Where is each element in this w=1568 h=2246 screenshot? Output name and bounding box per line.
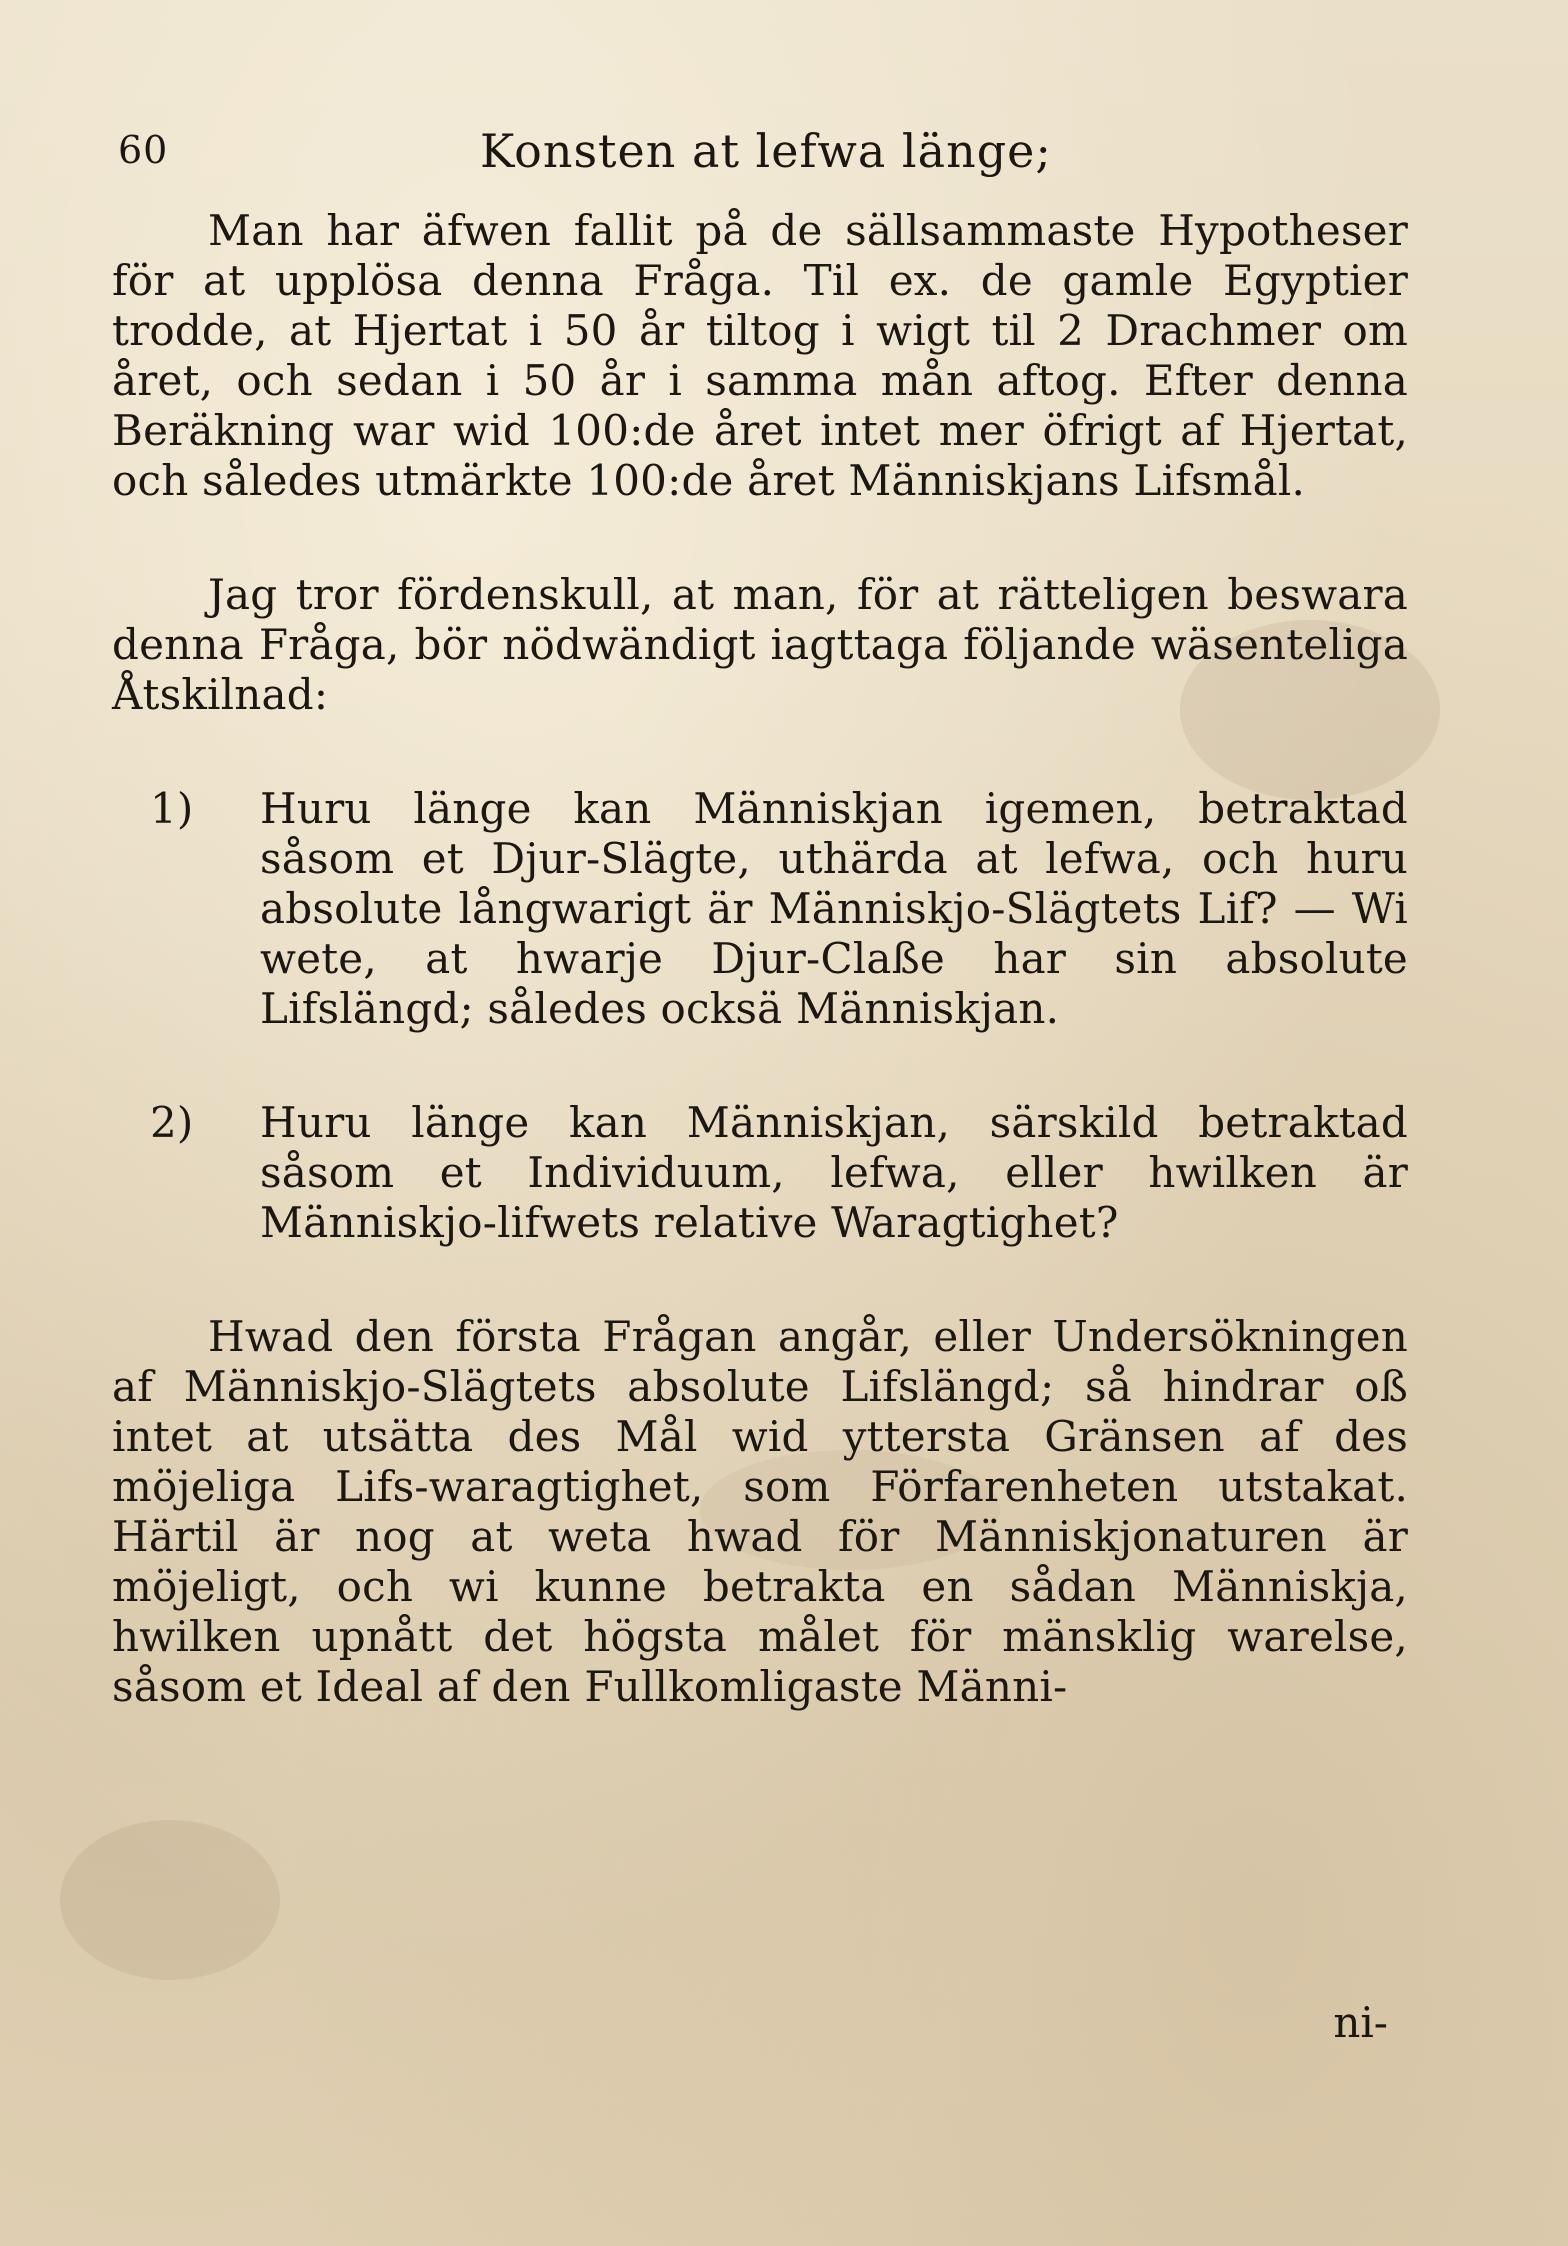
- paragraph-distinction: Jag tror fördenskull, at man, för at rätteligen beswara denna Fråga, bör nödwändigt iagttaga följande wäsenteliga Åtskilnad:: [112, 570, 1408, 719]
- page-header: [0, 118, 1568, 188]
- paper-stain: [60, 1820, 280, 1980]
- list-item-number: 1): [150, 784, 194, 833]
- list-item: [112, 784, 1408, 1034]
- running-head: Konsten at lefwa länge;: [480, 124, 1052, 178]
- paragraph-first-question: Hwad den första Frågan angår, eller Undersökningen af Människjo-Slägtets absolute Lifslängd; så hindrar oß intet at utsätta des Mål wid yttersta Gränsen af des möjeliga Lifs-waragtighet, som Förfarenheten utstakat. Härtil är nog at weta hwad för Människjonaturen är möjeligt, och wi kunne betrakta en sådan Människja, hwilken upnått det högsta målet för mänsklig warelse, såsom et Ideal af den Fullkomligaste Männi-: [112, 1312, 1408, 1711]
- list-item: [112, 1098, 1408, 1248]
- list-item-number: 2): [150, 1098, 194, 1147]
- list-item-text: Huru länge kan Människjan igemen, betraktad såsom et Djur-Slägte, uthärda at lefwa, och huru absolute långwarigt är Människjo-Slägtets Lif? — Wi wete, at hwarje Djur-Claße har sin absolute Lifslängd; således ocksä Människjan.: [260, 784, 1408, 1033]
- page-number: 60: [118, 128, 169, 172]
- body-text: [112, 206, 1408, 1776]
- list-item-text: Huru länge kan Människjan, särskild betraktad såsom et Individuum, lefwa, eller hwilken är Människjo-lifwets relative Waragtighet?: [260, 1098, 1408, 1247]
- catchword: ni-: [1333, 1998, 1388, 2047]
- paragraph-hypotheses: Man har äfwen fallit på de sällsammaste Hypotheser för at upplösa denna Fråga. Til ex. de gamle Egyptier trodde, at Hjertat i 50 år tiltog i wigt til 2 Drachmer om året, och sedan i 50 år i samma mån aftog. Efter denna Beräkning war wid 100:de året intet mer öfrigt af Hjertat, och således utmärkte 100:de året Människjans Lifsmål.: [112, 206, 1408, 505]
